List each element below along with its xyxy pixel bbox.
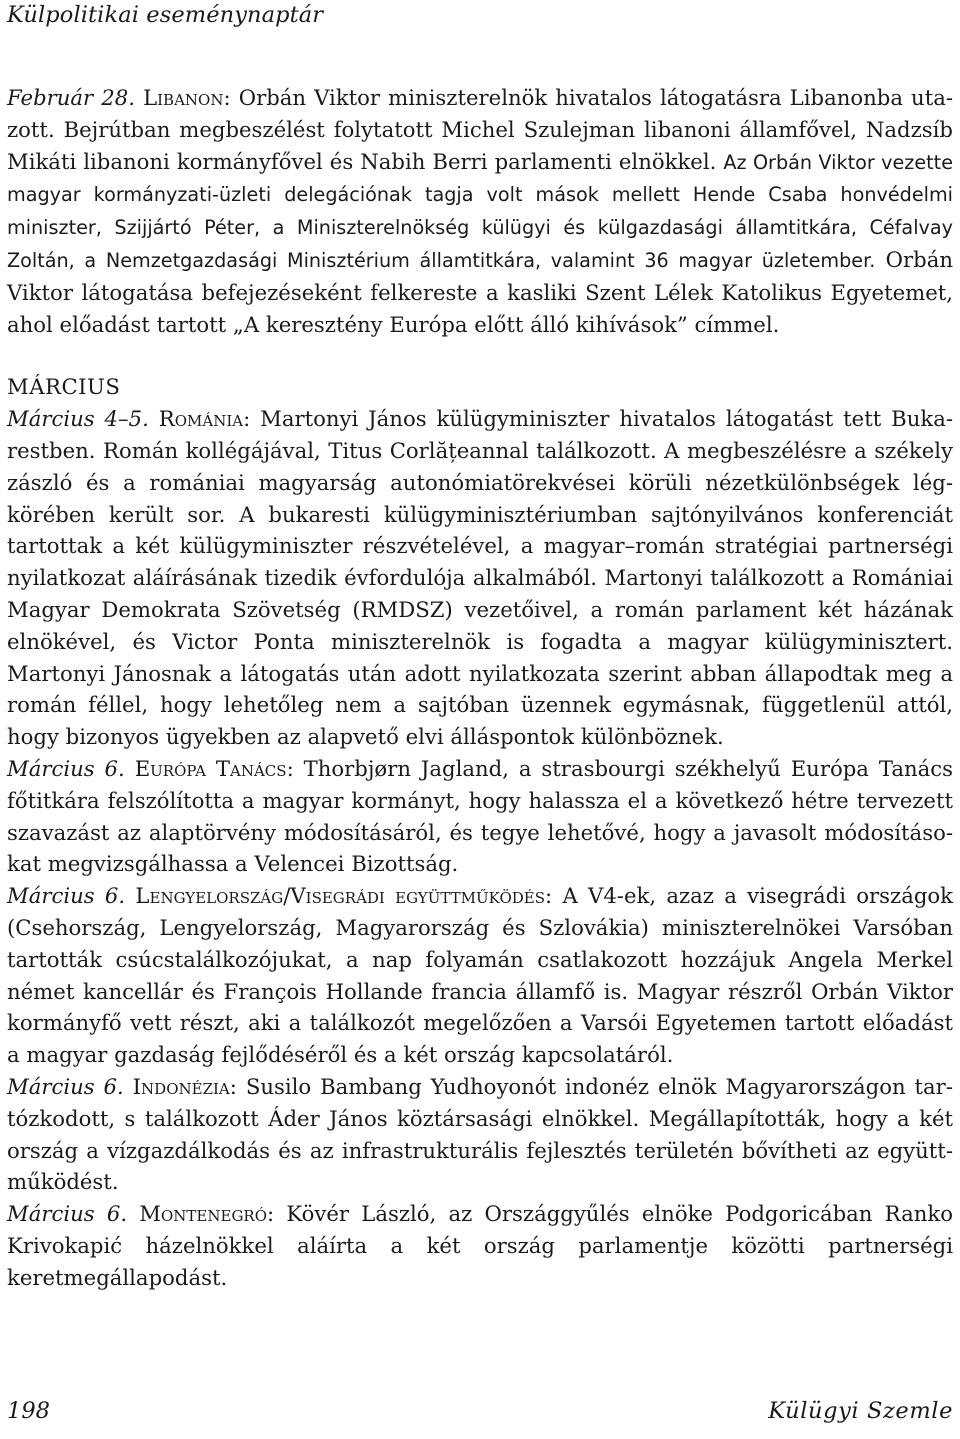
entry-country: Románia — [158, 406, 244, 432]
entry-text: Thorbjørn Jagland, a strasbourgi székhelyű Európa Tanács főtitkára felszólította a magyar kormányt, hogy halassza el a következő hétre tervezett szavazást az alaptörvény módosításáról, és tegye lehetővé, hogy a javasolt módosításokat megvizsgálhassa a Velencei Bizottság. — [7, 755, 953, 877]
entry-marcius-6-lengyelorszag: Március 6. Lengyelország/Visegrádi együttműködés: A V4-ek, azaz a visegrádi országok (Csehország, Lengyelország, Magyarország és Szlovákia) miniszterelnökei Varsóban tartották csúcstalálkozójukat, a nap folyamán csatlakozott hozzájuk Angela Merkel német kancellár és François Hollande francia államfő is. Magyar részről Orbán Viktor kormányfő vett részt, aki a találkozót megelőzően a Varsói Egyetemen tartott előadást a magyar gazdaság fejlődéséről és a két ország kapcsolatáról. — [7, 883, 953, 1068]
entry-date: Február 28. — [7, 85, 135, 110]
month-heading: MÁRCIUS — [7, 374, 121, 400]
journal-name: Külügyi Szemle — [768, 1398, 953, 1424]
entry-country: Libanon — [143, 85, 224, 110]
entry-date: Március 6. — [7, 755, 125, 781]
entry-date: Március 6. — [7, 1201, 128, 1227]
entry-text-sans: Az Orbán Viktor vezette magyar kormányzati-üzleti delegációnak tagja volt mások mellett Hende Csaba honvédelmi miniszter, Szijjártó Péter, a Miniszterelnökség külügyi és külgazdasági államtitkára, Céfalvay Zoltán, a Nemzetgazdasági Minisztérium államtitkára, valamint 36 magyar üzletember. — [7, 150, 953, 272]
entry-text: Kövér László, az Országgyűlés elnöke Podgoricában Ranko Krivokapić házelnökkel aláírta a két ország parlamentje közötti partnerségi keretmegállapodást. — [7, 1201, 953, 1290]
entry-date: Március 6. — [7, 883, 126, 909]
entry-text: Orbán Viktor miniszterelnök hivatalos látogatásra Libanonba utazott. Bejrútban megbeszélést folytatott Michel Szulejman libanoni államfővel, Nadzsíb Mikáti libanoni kormányfővel és Nabih Berri parlamenti elnökkel. — [7, 85, 954, 174]
entry-text: A V4-ek, azaz a visegrádi országok (Csehország, Lengyelország, Magyarország és Szlovákia) miniszterelnökei Varsóban tartották csúcstalálkozójukat, a nap folyamán csatlakozott hozzájuk Angela Merkel német kancellár és François Hollande francia államfő is. Magyar részről Orbán Viktor kormányfő vett részt, aki a találkozót megelőzően a Varsói Egyetemen tartott előadást a magyar gazdaság fejlődéséről és a két ország kapcsolatáról. — [7, 883, 953, 1068]
body-text — [7, 82, 953, 1293]
entry-country: Indonézia — [132, 1073, 230, 1099]
entry-marcius-6-montenegro: Március 6. Montenegró: Kövér László, az Országgyűlés elnöke Podgoricában Ranko Krivokapić házelnökkel aláírta a két ország parlamentje közötti partnerségi keretmegállapodást. — [7, 1201, 953, 1290]
entry-text-continued: Orbán Viktor látogatása befejezéseként felkereste a kasliki Szent Lélek Katolikus Egyetemet, ahol előadást tartott „A keresztény Európa előtt álló kihívások” címmel. — [7, 246, 953, 337]
entry-marcius-6-europa-tanacs: Március 6. Európa Tanács: Thorbjørn Jagland, a strasbourgi székhelyű Európa Tanács főtitkára felszólította a magyar kormányt, hogy halassza el a következő hétre tervezett szavazást az alaptörvény módosításáról, és tegye lehetővé, hogy a javasolt módosításokat megvizsgálhassa a Velencei Bizottság. — [7, 755, 953, 877]
running-header-title: Külpolitikai eseménynaptár — [7, 2, 324, 28]
entry-marcius-4-5-romania: Március 4–5. Románia: Martonyi János külügyminiszter hivatalos látogatást tett Bukarestben. Román kollégájával, Titus Corlățeannal találkozott. A megbeszélésre a székely zászló és a romániai magyarság autonómiatörekvései körüli nézetkülönbségek légkörében került sor. A bukaresti külügyminisztériumban sajtónyilvános konferenciát tartottak a két külügyminiszter részvételével, a magyar–román stratégiai partnerségi nyilatkozat aláírásának tizedik évfordulója alkalmából. Martonyi találkozott a Romániai Magyar Demokrata Szövetség (RMDSZ) vezetőivel, a román parlament két házának elnökével, és Victor Ponta miniszterelnök is fogadta a magyar külügyminisztert. Martonyi Jánosnak a látogatás után adott nyilatkozata szerint abban állapodtak meg a román féllel, hogy lehetőleg nem a sajtóban üzennek egymásnak, függetlenül attól, hogy bizonyos ügyekben az alapvető elvi álláspontok különböznek. — [7, 406, 954, 750]
entry-marcius-6-indonezia: Március 6. Indonézia: Susilo Bambang Yudhoyonót indonéz elnök Magyarországon tartózkodott, s találkozott Áder János köztársasági elnökkel. Megállapították, hogy a két ország a vízgazdálkodás és az infrastrukturális fejlesztés területén bővítheti az együttműködést. — [7, 1073, 953, 1195]
entry-text: Martonyi János külügyminiszter hivatalos látogatást tett Bukarestben. Román kollégájával, Titus Corlățeannal találkozott. A megbeszélésre a székely zászló és a romániai magyarság autonómiatörekvései körüli nézetkülönbségek légkörében került sor. A bukaresti külügyminisztériumban sajtónyilvános konferenciát tartottak a két külügyminiszter részvételével, a magyar–román stratégiai partnerségi nyilatkozat aláírásának tizedik évfordulója alkalmából. Martonyi találkozott a Romániai Magyar Demokrata Szövetség (RMDSZ) vezetőivel, a román parlament két házának elnökével, és Victor Ponta miniszterelnök is fogadta a magyar külügyminisztert. Martonyi Jánosnak a látogatás után adott nyilatkozata szerint abban állapodtak meg a román féllel, hogy lehetőleg nem a sajtóban üzennek egymásnak, függetlenül attól, hogy bizonyos ügyekben az alapvető elvi álláspontok különböznek. — [7, 406, 954, 750]
page-number: 198 — [7, 1398, 50, 1424]
entry-country: Lengyelország/Visegrádi együttműködés — [135, 883, 545, 909]
entry-country: Montenegró — [139, 1201, 268, 1227]
entry-date: Március 4–5. — [7, 406, 149, 432]
entry-februar-28-libanon: Február 28. Libanon: Orbán Viktor miniszterelnök hivatalos látogatásra Libanonba utazott. Bejrútban megbeszélést folytatott Michel Szulejman libanoni államfővel, Nadzsíb Mikáti libanoni kormányfővel és Nabih Berri parlamenti elnökkel. Az Orbán Viktor vezette magyar kormányzati-üzleti delegációnak tagja volt mások mellett Hende Csaba honvédelmi miniszter, Szijjártó Péter, a Miniszterelnökség külügyi és külgazdasági államtitkára, Céfalvay Zoltán, a Nemzetgazdasági Minisztérium államtitkára, valamint 36 magyar üzletember. Orbán Viktor látogatása befejezéseként felkereste a kasliki Szent Lélek Katolikus Egyetemet, ahol előadást tartott „A keresztény Európa előtt álló kihívások” címmel. — [7, 85, 954, 337]
entry-date: Március 6. — [7, 1073, 124, 1099]
entry-country: Európa Tanács — [134, 755, 287, 781]
entry-text: Susilo Bambang Yudhoyonót indonéz elnök Magyarországon tartózkodott, s találkozott Áder János köztársasági elnökkel. Megállapították, hogy a két ország a vízgazdálkodás és az infrastrukturális fejlesztés területén bővítheti az együttműködést. — [7, 1073, 953, 1195]
